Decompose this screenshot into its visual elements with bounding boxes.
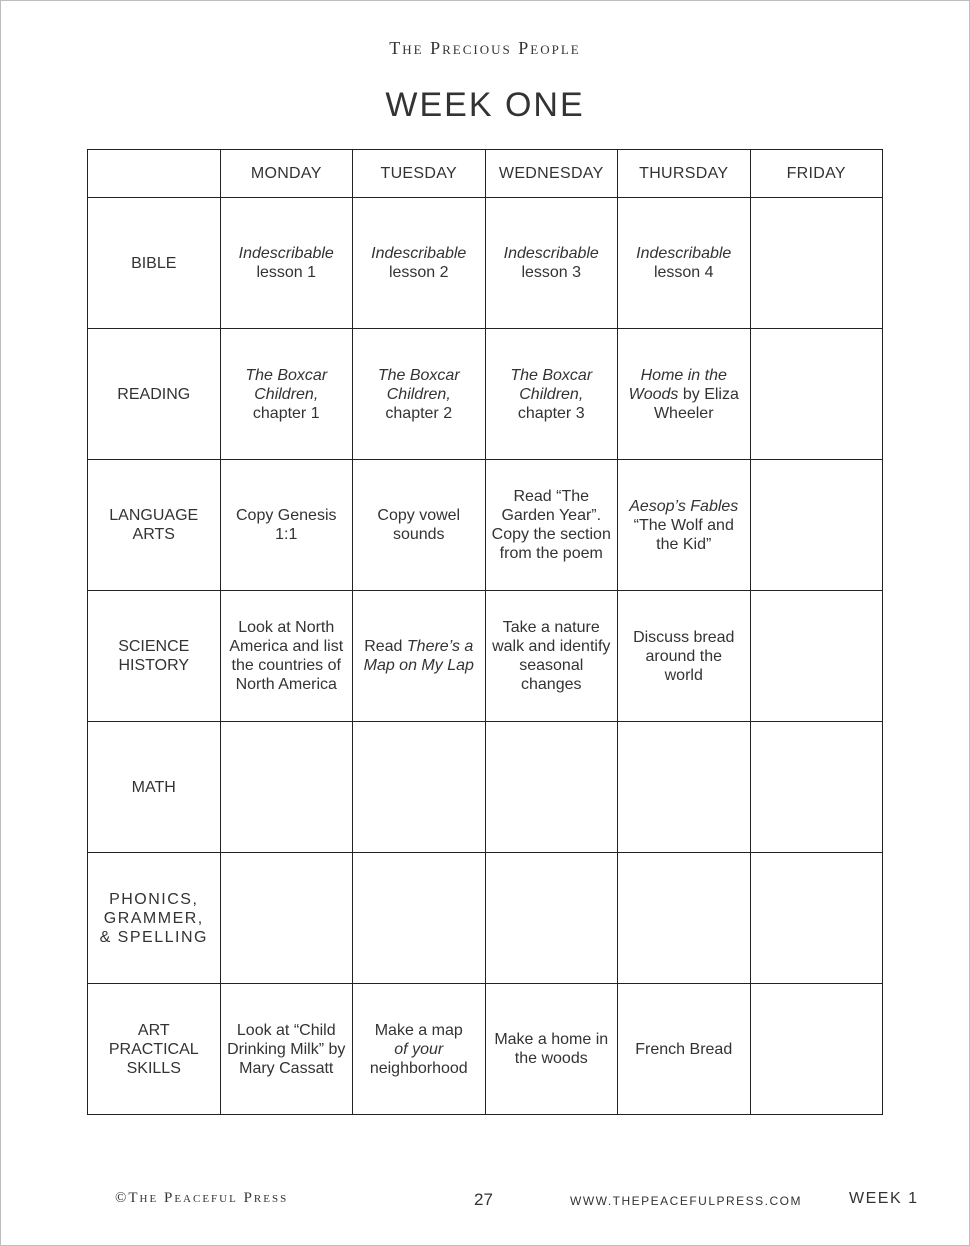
cell-text: North America	[235, 676, 337, 693]
cell-text: seasonal	[519, 657, 584, 674]
cell-tuesday	[353, 329, 486, 460]
cell-text: neighborhood	[369, 1059, 468, 1077]
subject-row	[88, 198, 883, 329]
cell-tuesday	[353, 984, 486, 1115]
cell-text: There’s a	[406, 638, 474, 655]
cell-wednesday	[485, 722, 618, 853]
cell-text: chapter 3	[517, 404, 585, 422]
footer-url: WWW.THEPEACEFULPRESS.COM	[570, 1194, 803, 1208]
cell-text: sounds	[392, 526, 445, 543]
cell-friday	[750, 329, 883, 460]
cell-text: Read “The	[513, 488, 590, 505]
cell-text: Make a map	[374, 1021, 463, 1039]
cell-text: Copy vowel	[377, 507, 461, 524]
day-header-thursday: THURSDAY	[618, 150, 751, 198]
subject-label	[88, 198, 221, 329]
cell-text: of your	[394, 1040, 444, 1058]
series-title: The Precious People	[389, 38, 581, 58]
cell-text: Aesop’s Fables	[629, 497, 739, 515]
cell-text: Look at North	[238, 619, 335, 636]
cell-thursday	[618, 722, 751, 853]
cell-friday	[750, 198, 883, 329]
cell-text: Garden Year”.	[501, 507, 602, 524]
cell-text: Discuss bread	[633, 628, 735, 646]
subject-label-line: ART	[137, 1021, 170, 1039]
subject-label-line: LANGUAGE	[109, 507, 199, 524]
cell-text: Copy the section	[491, 526, 611, 543]
cell-text: Woods	[628, 385, 679, 403]
cell-text: Look at “Child	[236, 1021, 336, 1039]
subject-label-line: HISTORY	[118, 657, 190, 674]
subject-label-line: & SPELLING	[99, 928, 208, 946]
cell-tuesday	[353, 722, 486, 853]
cell-wednesday	[485, 329, 618, 460]
cell-text: the countries of	[231, 657, 341, 674]
cell-text: lesson 2	[388, 264, 449, 281]
cell-thursday	[618, 984, 751, 1115]
cell-text: Map on My Lap	[363, 657, 474, 674]
day-header-wednesday: WEDNESDAY	[485, 150, 618, 198]
cell-text: Children,	[519, 385, 584, 403]
weekly-planner-table	[87, 149, 883, 1115]
cell-text: “The Wolf and	[633, 516, 734, 534]
cell-text: Children,	[254, 385, 319, 403]
cell-wednesday	[485, 198, 618, 329]
cell-text: America and list	[229, 638, 344, 655]
subject-row	[88, 329, 883, 460]
cell-text: The Boxcar	[377, 366, 460, 384]
cell-monday	[220, 591, 353, 722]
cell-wednesday	[485, 984, 618, 1115]
cell-text: chapter 2	[385, 404, 453, 422]
cell-text: the woods	[514, 1050, 588, 1067]
cell-thursday	[618, 460, 751, 591]
footer-publisher: ©The Peaceful Press	[115, 1190, 289, 1206]
cell-tuesday	[353, 198, 486, 329]
cell-tuesday	[353, 853, 486, 984]
cell-text: 1:1	[275, 526, 298, 543]
subject-row	[88, 984, 883, 1115]
subject-label-line: ARTS	[132, 526, 175, 543]
cell-monday	[220, 198, 353, 329]
cell-text: the Kid”	[656, 535, 712, 553]
cell-text: from the poem	[499, 545, 603, 562]
subject-label	[88, 984, 221, 1115]
day-header-friday: FRIDAY	[750, 150, 883, 198]
subject-label-line: GRAMMER,	[103, 909, 204, 927]
cell-thursday	[618, 198, 751, 329]
cell-text: Indescribable	[238, 245, 334, 262]
subject-label-line: READING	[117, 385, 191, 403]
day-header-tuesday: TUESDAY	[353, 150, 486, 198]
cell-text: Drinking Milk” by	[227, 1040, 346, 1058]
cell-monday	[220, 722, 353, 853]
subject-row	[88, 591, 883, 722]
subject-label	[88, 329, 221, 460]
cell-text: Indescribable	[636, 245, 732, 262]
subject-label	[88, 460, 221, 591]
cell-text: lesson 4	[653, 264, 714, 281]
subject-label-line: SCIENCE	[118, 638, 190, 655]
cell-text: The Boxcar	[510, 366, 593, 384]
cell-text: Home in the	[640, 366, 727, 384]
subject-label-line: PRACTICAL	[108, 1040, 199, 1058]
cell-tuesday	[353, 591, 486, 722]
cell-wednesday	[485, 460, 618, 591]
cell-text: Make a home in	[494, 1031, 609, 1048]
cell-text: The Boxcar	[245, 366, 328, 384]
footer-page-number: 27	[474, 1190, 493, 1209]
cell-friday	[750, 460, 883, 591]
cell-wednesday	[485, 591, 618, 722]
cell-thursday	[618, 329, 751, 460]
cell-text: chapter 1	[252, 404, 320, 422]
cell-friday	[750, 853, 883, 984]
subject-row	[88, 460, 883, 591]
cell-text: Wheeler	[653, 404, 714, 422]
subject-label	[88, 722, 221, 853]
cell-text: Copy Genesis	[236, 507, 337, 524]
cell-thursday	[618, 591, 751, 722]
cell-monday	[220, 984, 353, 1115]
subject-label-line: BIBLE	[131, 254, 177, 272]
cell-friday	[750, 722, 883, 853]
cell-text: around the	[645, 647, 722, 665]
corner-cell	[88, 150, 221, 198]
cell-text: Indescribable	[503, 245, 599, 262]
cell-text: Take a nature	[502, 619, 600, 636]
cell-text: Read	[364, 638, 407, 655]
cell-text: changes	[521, 676, 582, 693]
subject-row	[88, 853, 883, 984]
subject-label-line: SKILLS	[126, 1059, 181, 1077]
cell-text: Indescribable	[371, 245, 467, 262]
cell-text: world	[664, 666, 703, 684]
cell-monday	[220, 329, 353, 460]
cell-tuesday	[353, 460, 486, 591]
subject-row	[88, 722, 883, 853]
subject-label-line: PHONICS,	[109, 890, 199, 908]
subject-label	[88, 591, 221, 722]
cell-monday	[220, 460, 353, 591]
cell-text: French Bread	[635, 1040, 733, 1058]
cell-text: lesson 3	[521, 264, 582, 281]
day-header-row	[88, 150, 883, 198]
subject-label	[88, 853, 221, 984]
cell-text: Mary Cassatt	[239, 1059, 334, 1077]
cell-monday	[220, 853, 353, 984]
cell-friday	[750, 984, 883, 1115]
cell-thursday	[618, 853, 751, 984]
week-title: WEEK ONE	[385, 86, 585, 124]
day-header-monday: MONDAY	[220, 150, 353, 198]
cell-text: walk and identify	[492, 638, 611, 655]
subject-label-line: MATH	[131, 778, 176, 796]
cell-text: lesson 1	[256, 264, 317, 281]
cell-text: by Eliza	[678, 385, 739, 403]
cell-text: Children,	[386, 385, 451, 403]
footer-week-label: WEEK 1	[849, 1190, 919, 1207]
cell-wednesday	[485, 853, 618, 984]
cell-friday	[750, 591, 883, 722]
